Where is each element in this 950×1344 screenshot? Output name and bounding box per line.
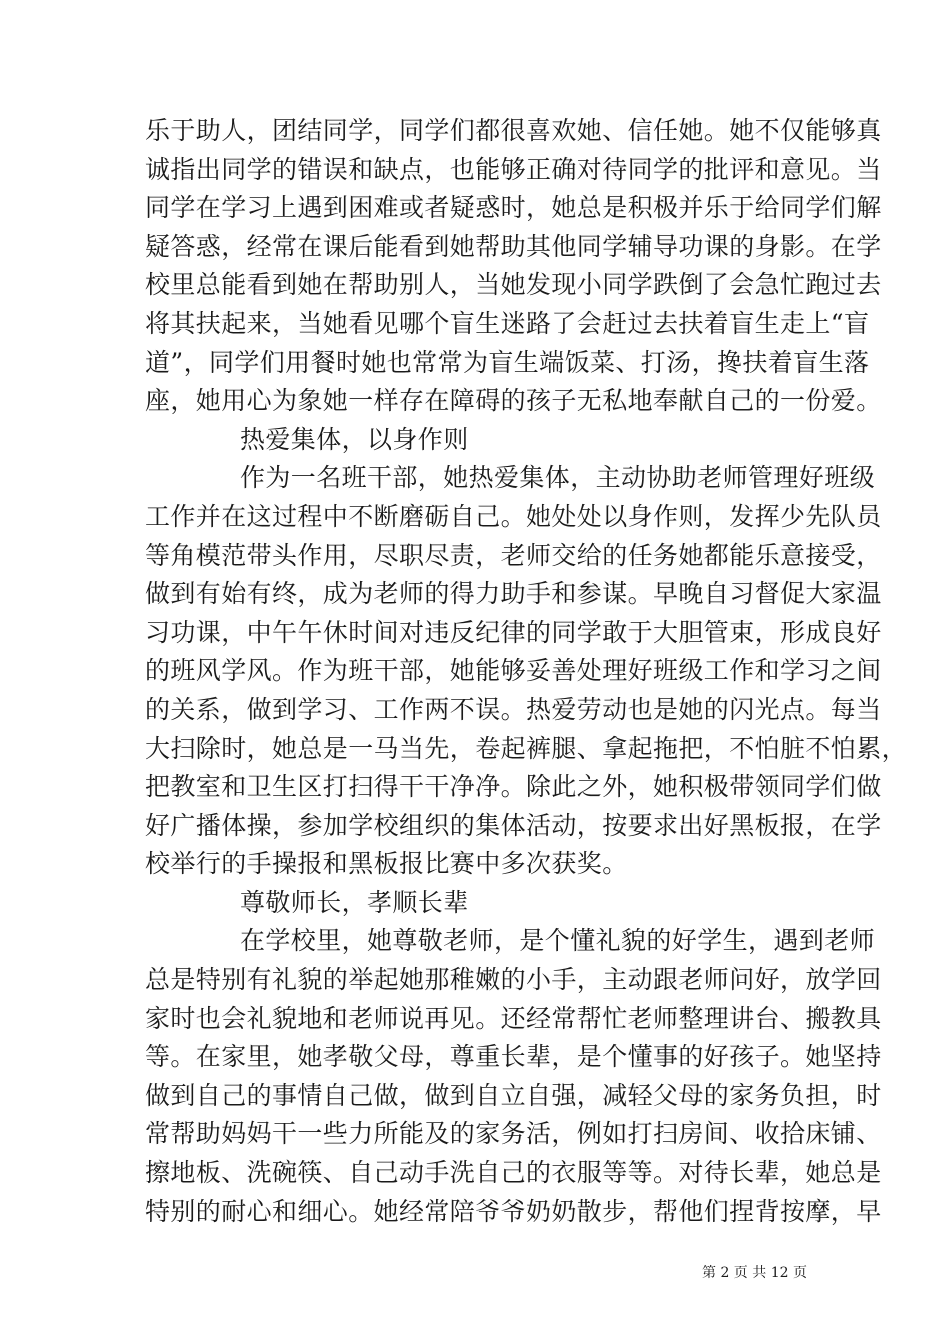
text-line: 家时也会礼貌地和老师说再见。还经常帮忙老师整理讲台、搬教具: [145, 1003, 882, 1033]
text-line: 工作并在这过程中不断磨砺自己。她处处以身作则，发挥少先队员: [145, 501, 882, 531]
text-line: 将其扶起来，当她看见哪个盲生迷路了会赶过去扶着盲生走上“盲: [145, 308, 870, 338]
text-line: 校里总能看到她在帮助别人，当她发现小同学跌倒了会急忙跑过去: [145, 270, 882, 300]
text-line: 同学在学习上遇到困难或者疑惑时，她总是积极并乐于给同学们解: [145, 193, 882, 223]
text-line: 的关系，做到学习、工作两不误。热爱劳动也是她的闪光点。每当: [145, 694, 882, 724]
text-line: 的班风学风。作为班干部，她能够妥善处理好班级工作和学习之间: [145, 656, 882, 686]
body-text: [145, 112, 908, 1231]
text-line: 把教室和卫生区打扫得干干净净。除此之外，她积极带领同学们做: [145, 772, 882, 802]
text-line: 诚指出同学的错误和缺点，也能够正确对待同学的批评和意见。当: [145, 154, 882, 184]
text-line: 做到有始有终，成为老师的得力助手和参谋。早晚自习督促大家温: [145, 579, 882, 609]
text-line: 大扫除时，她总是一马当先，卷起裤腿、拿起拖把，不怕脏不怕累，: [145, 733, 908, 763]
text-line: 擦地板、洗碗筷、自己动手洗自己的衣服等等。对待长辈，她总是: [145, 1158, 882, 1188]
text-line: 做到自己的事情自己做，做到自立自强，减轻父母的家务负担，时: [145, 1080, 882, 1110]
text-line: 道”，同学们用餐时她也常常为盲生端饭菜、打汤，搀扶着盲生落: [145, 347, 870, 377]
text-line: 疑答惑，经常在课后能看到她帮助其他同学辅导功课的身影。在学: [145, 231, 882, 261]
text-line: 在学校里，她尊敬老师，是个懂礼貌的好学生，遇到老师: [240, 926, 876, 956]
text-line: 乐于助人，团结同学，同学们都很喜欢她、信任她。她不仅能够真: [145, 116, 882, 145]
section-heading: 热爱集体，以身作则: [240, 424, 469, 454]
text-line: 作为一名班干部，她热爱集体，主动协助老师管理好班级: [240, 463, 876, 493]
page-number: 第 2 页 共 12 页: [702, 1265, 807, 1281]
text-line: 等角模范带头作用，尽职尽责，老师交给的任务她都能乐意接受，: [145, 540, 882, 570]
text-line: 校举行的手操报和黑板报比赛中多次获奖。: [145, 849, 628, 879]
text-line: 总是特别有礼貌的举起她那稚嫩的小手，主动跟老师问好，放学回: [145, 965, 882, 995]
text-line: 等。在家里，她孝敬父母，尊重长辈，是个懂事的好孩子。她坚持: [145, 1042, 882, 1072]
text-line: 座，她用心为象她一样存在障碍的孩子无私地奉献自己的一份爱。: [145, 386, 882, 416]
section-heading: 尊敬师长，孝顺长辈: [240, 887, 469, 917]
text-line: 特别的耐心和细心。她经常陪爷爷奶奶散步，帮他们捏背按摩，早: [145, 1196, 882, 1226]
text-line: 好广播体操，参加学校组织的集体活动，按要求出好黑板报，在学: [145, 810, 882, 840]
text-line: 常帮助妈妈干一些力所能及的家务活，例如打扫房间、收拾床铺、: [145, 1119, 882, 1149]
text-line: 习功课，中午午休时间对违反纪律的同学敢于大胆管束，形成良好: [145, 617, 882, 647]
